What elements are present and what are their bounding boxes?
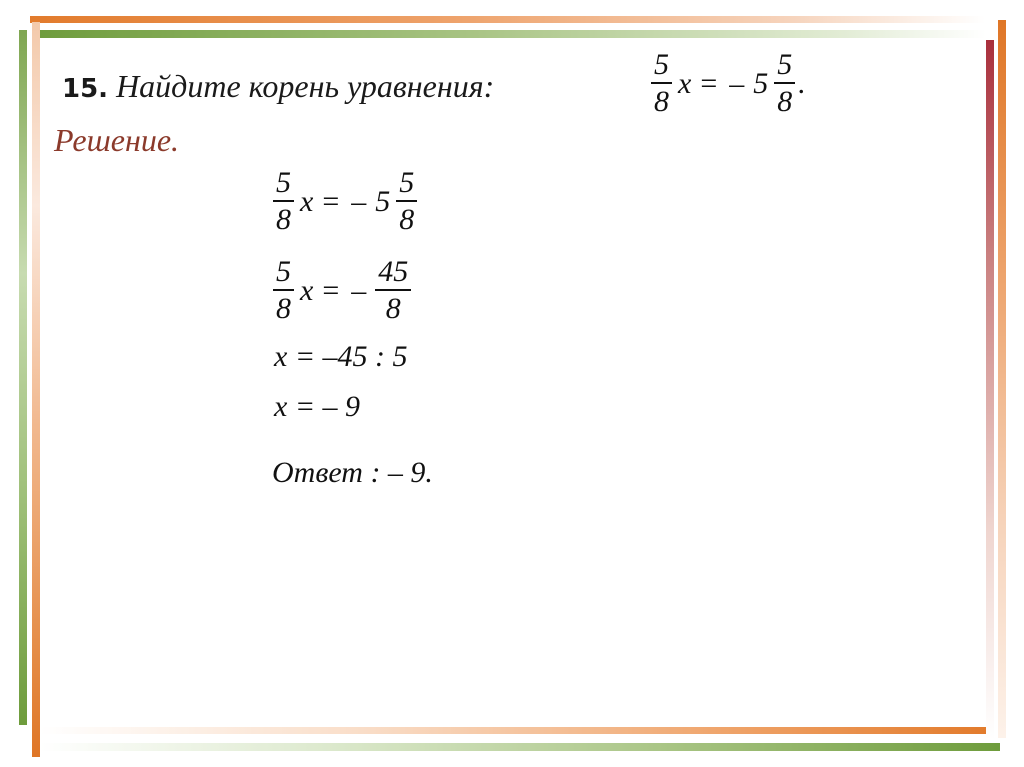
problem-equation: [648, 50, 806, 117]
answer-line: Ответ : – 9.: [272, 456, 433, 489]
equation-variable: x: [678, 66, 692, 100]
frame-left-green-bar: [19, 30, 27, 725]
solution-label: Решение.: [54, 122, 180, 158]
problem-number: 15.: [62, 74, 109, 104]
frame-right-orange-bar: [998, 20, 1006, 738]
problem-title: [62, 68, 494, 105]
equation-minus: –: [729, 66, 745, 100]
solution-step-2: $\frac{5}{8}$ x = – $\frac{45}{8}$: [270, 257, 414, 324]
step1-rhs-fraction: $\frac{5}{8}$: [396, 168, 417, 235]
problem-text: Найдите корень уравнения:: [116, 68, 495, 104]
frame-top-orange-bar: [30, 16, 985, 23]
equation-rhs-fraction: $\frac{5}{8}$: [774, 50, 795, 117]
solution-step-1: $\frac{5}{8}$ x = – 5 $\frac{5}{8}$: [270, 168, 420, 235]
frame-right-red-bar: [986, 40, 994, 740]
frame-top-green-bar: [36, 30, 986, 38]
frame-bottom-green-bar: [40, 743, 1000, 751]
solution-step-4: x = – 9: [274, 390, 361, 423]
frame-bottom-orange-bar: [40, 727, 986, 734]
equation-lhs-fraction: $\frac{5}{8}$: [651, 50, 672, 117]
step1-lhs-fraction: $\frac{5}{8}$: [273, 168, 294, 235]
step2-rhs-fraction: $\frac{45}{8}$: [375, 257, 411, 324]
equation-equals: =: [700, 66, 718, 100]
equation-whole: 5: [753, 66, 769, 100]
solution-step-3: x = –45 : 5: [274, 340, 408, 373]
equation-period: .: [798, 66, 806, 100]
frame-left-orange-bar: [32, 22, 40, 757]
step2-lhs-fraction: $\frac{5}{8}$: [273, 257, 294, 324]
